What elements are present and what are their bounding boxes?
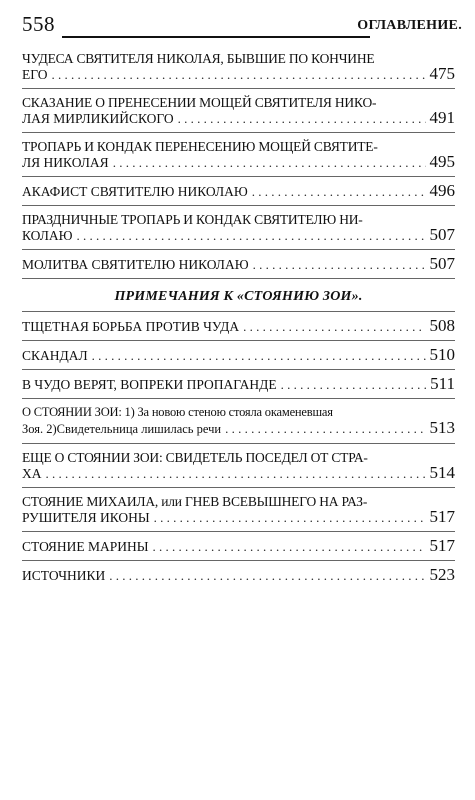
leader-dots: [113, 155, 426, 170]
toc-page-number: 507: [429, 225, 455, 244]
toc-entry: [22, 491, 455, 528]
toc-entry: [22, 180, 455, 202]
toc-entry-line: ЧУДЕСА СВЯТИТЕЛЯ НИКОЛАЯ, БЫВШИЕ ПО КОНЧИНЕ: [22, 51, 375, 66]
leader-dots: [92, 348, 426, 363]
toc-page-number: 496: [429, 181, 455, 200]
toc-entry-line: ТЩЕТНАЯ БОРЬБА ПРОТИВ ЧУДА: [22, 319, 240, 334]
divider: [22, 560, 455, 561]
toc-page-number: 517: [429, 536, 455, 555]
toc-entry: [22, 447, 455, 484]
toc-entry: [22, 136, 455, 173]
toc-entry-line: О СТОЯНИИ ЗОИ: 1) За новою стеною стояла окаменевшая: [22, 405, 333, 419]
divider: [22, 278, 455, 279]
toc-entry-line: СТОЯНИЕ МИХАИЛА, или ГНЕВ ВСЕВЫШНЕГО НА РАЗ-: [22, 494, 368, 509]
toc-entry-line: КОЛАЮ: [22, 228, 73, 243]
leader-dots: [154, 510, 426, 525]
toc-entry-line: ЕГО: [22, 67, 48, 82]
divider: [22, 88, 455, 89]
toc-entry-line: ИСТОЧНИКИ: [22, 568, 106, 583]
toc-page-number: 491: [429, 108, 455, 127]
leader-dots: [46, 466, 426, 481]
divider: [22, 398, 455, 399]
divider: [22, 311, 455, 312]
divider: [22, 531, 455, 532]
toc-entry-line: ТРОПАРЬ И КОНДАК ПЕРЕНЕСЕНИЮ МОЩЕЙ СВЯТИТЕ-: [22, 139, 378, 154]
leader-dots: [153, 539, 426, 554]
toc-page-number: 495: [429, 152, 455, 171]
toc-page-number: 514: [429, 463, 455, 482]
table-of-contents: [22, 48, 455, 586]
section-title: ПРИМЕЧАНИЯ К «СТОЯНИЮ ЗОИ».: [114, 289, 363, 304]
toc-entry-line: ЕЩЕ О СТОЯНИИ ЗОИ: СВИДЕТЕЛЬ ПОСЕДЕЛ ОТ СТРА-: [22, 450, 368, 465]
leader-dots: [243, 319, 425, 334]
toc-entry-line: В ЧУДО ВЕРЯТ, ВОПРЕКИ ПРОПАГАНДЕ: [22, 377, 277, 392]
toc-entry: [22, 344, 455, 366]
leader-dots: [252, 184, 426, 199]
toc-entry-line: ЛЯ НИКОЛАЯ: [22, 155, 109, 170]
leader-dots: [109, 568, 425, 583]
toc-entry: [22, 209, 455, 246]
leader-dots: [281, 377, 427, 392]
running-title: ОГЛАВЛЕНИЕ.: [357, 18, 462, 33]
toc-entry-line: СТОЯНИЕ МАРИНЫ: [22, 539, 149, 554]
leader-dots: [178, 111, 426, 126]
divider: [22, 369, 455, 370]
toc-page-number: 508: [429, 316, 455, 335]
toc-entry-line: РУШИТЕЛЯ ИКОНЫ: [22, 510, 150, 525]
toc-entry: [22, 373, 455, 395]
toc-page-number: 511: [430, 374, 455, 393]
toc-entry-line: СКАЗАНИЕ О ПРЕНЕСЕНИИ МОЩЕЙ СВЯТИТЕЛЯ НИКО-: [22, 95, 377, 110]
page-header: [22, 10, 462, 36]
toc-entry-line: ПРАЗДНИЧНЫЕ ТРОПАРЬ И КОНДАК СВЯТИТЕЛЮ НИ-: [22, 212, 363, 227]
toc-page-number: 475: [429, 64, 455, 83]
toc-entry: [22, 48, 455, 85]
toc-page-number: 510: [429, 345, 455, 364]
leader-dots: [225, 421, 425, 436]
toc-entry-line: МОЛИТВА СВЯТИТЕЛЮ НИКОЛАЮ: [22, 257, 249, 272]
toc-page-number: 517: [429, 507, 455, 526]
divider: [22, 205, 455, 206]
toc-entry: [22, 92, 455, 129]
toc-entry: [22, 535, 455, 557]
divider: [22, 249, 455, 250]
toc-entry-line: СКАНДАЛ: [22, 348, 88, 363]
leader-dots: [51, 67, 425, 82]
toc-entry: [22, 253, 455, 275]
divider: [22, 340, 455, 341]
divider: [22, 443, 455, 444]
divider: [22, 487, 455, 488]
toc-page-number: 507: [429, 254, 455, 273]
toc-entry: [22, 315, 455, 337]
toc-page-number: 513: [429, 418, 455, 437]
header-rule: [62, 36, 370, 38]
divider: [22, 132, 455, 133]
toc-entry: [22, 564, 455, 586]
toc-entry-line: ХА: [22, 466, 42, 481]
toc-entry: [22, 402, 455, 440]
toc-entry-line: ЛАЯ МИРЛИКИЙСКОГО: [22, 111, 174, 126]
divider: [22, 176, 455, 177]
page-number: 558: [22, 12, 55, 36]
toc-entry-line: Зоя. 2)Свидетельница лишилась речи: [22, 422, 222, 436]
leader-dots: [77, 228, 426, 243]
leader-dots: [253, 257, 426, 272]
toc-page-number: 523: [429, 565, 455, 584]
toc-entry-line: АКАФИСТ СВЯТИТЕЛЮ НИКОЛАЮ: [22, 184, 248, 199]
